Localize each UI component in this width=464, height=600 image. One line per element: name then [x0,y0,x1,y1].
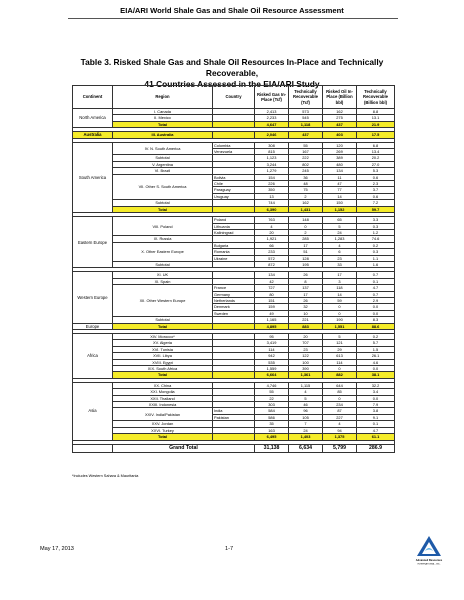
region-cell: Subtotal [113,200,213,206]
continent-cell [73,444,113,453]
gas-inplace-cell: 4,746 [255,382,289,388]
table-header-row [73,86,395,109]
gas-recoverable-cell: 162 [289,200,323,206]
gas-inplace-cell: 95 [255,334,289,340]
gas-recoverable-cell: 23 [289,346,323,352]
gas-recoverable-cell: 26 [289,272,323,278]
region-cell: XVI. Tunisia [113,346,213,352]
gas-recoverable-cell: 10 [289,310,323,316]
oil-inplace-cell: 0 [323,366,357,372]
gas-inplace-cell: 35 [255,421,289,427]
oil-inplace-cell: 403 [323,132,357,138]
region-cell: I. Canada [113,109,213,115]
region-cell: Subtotal [113,155,213,161]
gas-inplace-cell: 49 [255,310,289,316]
oil-inplace-cell: 0 [323,310,357,316]
gas-recoverable-cell: 7 [289,421,323,427]
col-oil-inplace: Risked Oil In-Place (Billion bbl) [323,86,357,109]
region-cell: Subtotal [113,261,213,267]
oil-inplace-cell: 227 [323,414,357,420]
oil-recoverable-cell: 1.1 [357,255,395,261]
oil-inplace-cell: 437 [323,121,357,127]
country-cell: Ukraine [213,255,255,261]
gas-recoverable-cell: 0 [289,223,323,229]
region-cell: XXV. Jordan [113,421,213,427]
gas-recoverable-cell: 48 [289,181,323,187]
oil-inplace-cell: 480 [323,161,357,167]
gas-recoverable-cell: 20 [289,334,323,340]
gas-inplace-cell: 4,647 [255,121,289,127]
gas-inplace-cell: 6,495 [255,434,289,440]
country-cell: Germany [213,291,255,297]
oil-recoverable-cell: 3.7 [357,187,395,193]
gas-inplace-cell: 20 [255,229,289,235]
col-oil-recoverable: Technically Recoverable (Billion bbl) [357,86,395,109]
table-title-line2: 41 Countries Assessed in the EIA/ARI Study [144,79,320,89]
gas-inplace-cell: 872 [255,261,289,267]
region-cell: X. Other Eastern Europe [113,242,213,261]
oil-inplace-cell: 33 [323,261,357,267]
oil-recoverable-cell: 7.2 [357,200,395,206]
gas-inplace-cell: 31,138 [255,444,289,453]
country-cell: Bolivia [213,174,255,180]
gas-recoverable-cell: 1,115 [289,382,323,388]
country-cell: Pakistan [213,414,255,420]
gas-recoverable-cell: 1,431 [289,206,323,212]
oil-inplace-cell: 87 [323,408,357,414]
region-cell: XXIII. Indonesia [113,402,213,408]
gas-inplace-cell: 815 [255,149,289,155]
oil-recoverable-cell: 7.9 [357,402,395,408]
gas-inplace-cell: 1,559 [255,366,289,372]
gas-inplace-cell: 727 [255,285,289,291]
resource-table [72,85,395,453]
region-cell: XI. UK [113,272,213,278]
region-cell: XXII. Thailand [113,395,213,401]
col-region: Region [113,86,213,109]
oil-inplace-cell: 11 [323,174,357,180]
oil-inplace-cell: 6 [323,249,357,255]
oil-inplace-cell: 234 [323,402,357,408]
oil-inplace-cell: 59 [323,297,357,303]
oil-recoverable-cell: 0.0 [357,366,395,372]
gas-inplace-cell: 1,279 [255,168,289,174]
region-cell: XXVI. Turkey [113,427,213,433]
country-cell: Colombia [213,142,255,148]
gas-recoverable-cell: 545 [289,115,323,121]
region-cell: XXIV. India/Pakistan [113,408,213,421]
country-cell: Bulgaria [213,242,255,248]
oil-recoverable-cell: 0.2 [357,334,395,340]
gas-inplace-cell: 763 [255,217,289,223]
country-cell: France [213,285,255,291]
gas-recoverable-cell: 51 [289,249,323,255]
oil-inplace-cell: 14 [323,193,357,199]
gas-inplace-cell: 303 [255,402,289,408]
region-cell: XIX. South Africa [113,366,213,372]
oil-inplace-cell: 77 [323,187,357,193]
gas-inplace-cell: 6,390 [255,206,289,212]
gas-inplace-cell: 42 [255,278,289,284]
gas-inplace-cell: 151 [255,297,289,303]
oil-recoverable-cell: 1.5 [357,346,395,352]
gas-inplace-cell: 2,046 [255,132,289,138]
oil-inplace-cell: 190 [323,317,357,323]
oil-recoverable-cell: 5.3 [357,168,395,174]
oil-inplace-cell: 1,283 [323,236,357,242]
region-cell: XX. China [113,382,213,388]
region-cell: Total [113,206,213,212]
oil-inplace-cell: 120 [323,142,357,148]
region-cell: XI. Spain [113,278,213,284]
header-rule [68,18,398,19]
continent-cell: Eastern Europe [73,217,113,268]
gas-recoverable-cell: 128 [289,255,323,261]
region-cell: VII. Other S. South America [113,174,213,200]
country-cell: Romania [213,249,255,255]
oil-recoverable-cell: 0.2 [357,242,395,248]
oil-inplace-cell: 29 [323,346,357,352]
oil-inplace-cell: 162 [323,109,357,115]
gas-inplace-cell: 226 [255,181,289,187]
gas-recoverable-cell: 148 [289,217,323,223]
gas-inplace-cell: 66 [255,242,289,248]
country-cell: Netherlands [213,297,255,303]
oil-inplace-cell: 47 [323,181,357,187]
gas-inplace-cell: 159 [255,304,289,310]
gas-inplace-cell: 154 [255,174,289,180]
gas-recoverable-cell: 26 [289,297,323,303]
gas-inplace-cell: 584 [255,408,289,414]
footer-page-number: 1-7 [225,546,234,552]
gas-recoverable-cell: 24 [289,427,323,433]
gas-inplace-cell: 3,244 [255,161,289,167]
gas-recoverable-cell: 390 [289,366,323,372]
continent-cell: South America [73,142,113,212]
gas-inplace-cell: 80 [255,291,289,297]
oil-inplace-cell: 882 [323,372,357,378]
region-cell: XVII. Libya [113,353,213,359]
gas-recoverable-cell: 36 [289,174,323,180]
gas-recoverable-cell: 195 [289,261,323,267]
oil-inplace-cell: 5 [323,223,357,229]
gas-recoverable-cell: 17 [289,242,323,248]
oil-inplace-cell: 94 [323,427,357,433]
oil-recoverable-cell: 0.7 [357,291,395,297]
gas-inplace-cell: 6,664 [255,372,289,378]
oil-inplace-cell: 1,551 [323,323,357,329]
gas-inplace-cell: 1,123 [255,155,289,161]
oil-recoverable-cell: 0.0 [357,395,395,401]
page-header: EIA/ARI World Shale Gas and Shale Oil Resource Assessment [120,6,344,15]
gas-inplace-cell: 350 [255,187,289,193]
country-cell: Chile [213,181,255,187]
oil-inplace-cell: 14 [323,291,357,297]
country-cell: Venezuela [213,149,255,155]
oil-recoverable-cell: 27.0 [357,161,395,167]
gas-inplace-cell: 134 [255,272,289,278]
gas-inplace-cell: 4,895 [255,323,289,329]
region-cell: XII. Other Western Europe [113,285,213,317]
oil-recoverable-cell: 4.7 [357,285,395,291]
gas-inplace-cell: 572 [255,255,289,261]
oil-recoverable-cell: 0.7 [357,272,395,278]
oil-recoverable-cell: 26.1 [357,353,395,359]
region-cell: IV. N. South America [113,142,213,155]
gas-recoverable-cell: 4 [289,389,323,395]
gas-recoverable-cell: 707 [289,340,323,346]
gas-inplace-cell: 163 [255,427,289,433]
gas-recoverable-cell: 1,403 [289,434,323,440]
oil-recoverable-cell: 0.0 [357,304,395,310]
oil-recoverable-cell: 0.6 [357,174,395,180]
oil-recoverable-cell: 59.7 [357,206,395,212]
gas-recoverable-cell: 2 [289,193,323,199]
oil-recoverable-cell: 4.7 [357,427,395,433]
region-cell: VIII. Poland [113,217,213,236]
oil-inplace-cell: 24 [323,229,357,235]
oil-inplace-cell: 0 [323,395,357,401]
oil-recoverable-cell: 0.0 [357,310,395,316]
oil-inplace-cell: 23 [323,255,357,261]
oil-recoverable-cell: 3.8 [357,408,395,414]
gas-recoverable-cell: 32 [289,304,323,310]
oil-recoverable-cell: 13.4 [357,149,395,155]
footnote: *Includes Western Sahara & Mauritania [72,474,139,478]
region-cell: Subtotal [113,317,213,323]
oil-inplace-cell: 0 [323,304,357,310]
gas-inplace-cell: 2,413 [255,109,289,115]
gas-recoverable-cell: 17 [289,291,323,297]
oil-recoverable-cell: 0.1 [357,421,395,427]
gas-recoverable-cell: 122 [289,353,323,359]
region-cell: Total [113,323,213,329]
oil-recoverable-cell: 4.6 [357,359,395,365]
gas-inplace-cell: 55 [255,389,289,395]
gas-recoverable-cell: 437 [289,132,323,138]
oil-inplace-cell: 4 [323,242,357,248]
country-cell: India [213,408,255,414]
country-cell: Paraguay [213,187,255,193]
oil-recoverable-cell: 8.8 [357,109,395,115]
oil-inplace-cell: 389 [323,155,357,161]
oil-recoverable-cell: 1.2 [357,229,395,235]
gas-inplace-cell: 22 [255,395,289,401]
oil-inplace-cell: 134 [323,168,357,174]
gas-recoverable-cell: 221 [289,317,323,323]
oil-inplace-cell: 269 [323,149,357,155]
gas-inplace-cell: 3,419 [255,340,289,346]
oil-recoverable-cell: 286.9 [357,444,395,453]
region-cell: XIV. Morocco* [113,334,213,340]
gas-recoverable-cell: 573 [289,109,323,115]
region-cell: Total [113,372,213,378]
gas-recoverable-cell: 105 [289,414,323,420]
oil-recoverable-cell: 0.3 [357,223,395,229]
oil-recoverable-cell: 38.1 [357,372,395,378]
gas-recoverable-cell: 222 [289,155,323,161]
company-logo [414,534,444,568]
oil-inplace-cell: 118 [323,285,357,291]
gas-inplace-cell: 4 [255,223,289,229]
oil-inplace-cell: 275 [323,115,357,121]
oil-recoverable-cell: 0.6 [357,193,395,199]
oil-inplace-cell: 1,375 [323,434,357,440]
country-cell: Sweden [213,310,255,316]
country-cell: Poland [213,217,255,223]
logo-text-2: INTERNATIONAL, INC. [417,563,441,566]
gas-inplace-cell: 2,233 [255,115,289,121]
gas-inplace-cell: 308 [255,142,289,148]
gas-recoverable-cell: 55 [289,142,323,148]
gas-inplace-cell: 1,165 [255,317,289,323]
oil-inplace-cell: 85 [323,389,357,395]
region-cell: II. Mexico [113,115,213,121]
region-cell: Total [113,434,213,440]
oil-inplace-cell: 65 [323,217,357,223]
gas-inplace-cell: 114 [255,346,289,352]
col-continent: Continent [73,86,113,109]
gas-recoverable-cell: 2 [289,229,323,235]
table-title-line1: Table 3. Risked Shale Gas and Shale Oil Resources In-Place and Technically Recoverable, [80,57,384,78]
oil-inplace-cell: 5,799 [323,444,357,453]
gas-recoverable-cell: 167 [289,149,323,155]
gas-inplace-cell: 586 [255,414,289,420]
oil-inplace-cell: 4 [323,421,357,427]
gas-inplace-cell: 13 [255,193,289,199]
oil-recoverable-cell: 21.9 [357,121,395,127]
continent-cell: Western Europe [73,272,113,323]
gas-recoverable-cell: 46 [289,402,323,408]
oil-recoverable-cell: 61.1 [357,434,395,440]
continent-cell: Asia [73,382,113,440]
footer-date: May 17, 2013 [40,546,74,552]
continent-cell: Europe [73,323,113,329]
gas-recoverable-cell: 137 [289,285,323,291]
region-cell: IX. Russia [113,236,213,242]
gas-recoverable-cell: 1,361 [289,372,323,378]
oil-inplace-cell: 121 [323,340,357,346]
gas-recoverable-cell: 245 [289,168,323,174]
oil-inplace-cell: 1,152 [323,206,357,212]
oil-recoverable-cell: 0.1 [357,278,395,284]
oil-inplace-cell: 17 [323,272,357,278]
oil-recoverable-cell: 32.2 [357,382,395,388]
oil-recoverable-cell: 3.3 [357,217,395,223]
oil-inplace-cell: 5 [323,334,357,340]
gas-inplace-cell: 744 [255,200,289,206]
region-cell: Grand Total [113,444,255,453]
oil-recoverable-cell: 17.5 [357,132,395,138]
gas-recoverable-cell: 100 [289,359,323,365]
gas-recoverable-cell: 8 [289,278,323,284]
country-cell: Denmark [213,304,255,310]
region-cell: VI. Brazil [113,168,213,174]
oil-recoverable-cell: 3.4 [357,389,395,395]
gas-recoverable-cell: 883 [289,323,323,329]
col-gas-inplace: Risked Gas In-Place (Tcf) [255,86,289,109]
oil-recoverable-cell: 2.3 [357,181,395,187]
gas-recoverable-cell: 6,634 [289,444,323,453]
country-cell: Uruguay [213,193,255,199]
gas-recoverable-cell: 1,118 [289,121,323,127]
continent-cell: Africa [73,334,113,379]
gas-inplace-cell: 233 [255,249,289,255]
col-gas-recoverable: Technically Recoverable (Tcf) [289,86,323,109]
logo-text-1: Advanced Resources [415,559,443,562]
oil-recoverable-cell: 13.1 [357,115,395,121]
region-cell: XXI. Mongolia [113,389,213,395]
oil-inplace-cell: 644 [323,382,357,388]
oil-inplace-cell: 3 [323,278,357,284]
country-cell: Kaliningrad [213,229,255,235]
gas-inplace-cell: 942 [255,353,289,359]
oil-recoverable-cell: 88.6 [357,323,395,329]
oil-inplace-cell: 150 [323,200,357,206]
gas-recoverable-cell: 285 [289,236,323,242]
continent-cell: North America [73,109,113,128]
gas-inplace-cell: 535 [255,359,289,365]
continent-cell: Australia [73,132,113,138]
oil-recoverable-cell: 9.1 [357,414,395,420]
region-cell: XVIII. Egypt [113,359,213,365]
region-cell: V. Argentina [113,161,213,167]
col-country: Country [213,86,255,109]
region-cell: III. Australia [113,132,213,138]
gas-recoverable-cell: 96 [289,408,323,414]
gas-recoverable-cell: 75 [289,187,323,193]
oil-recoverable-cell: 6.8 [357,142,395,148]
grand-total-row [73,444,395,453]
oil-recoverable-cell: 8.3 [357,317,395,323]
country-cell: Lithuania [213,223,255,229]
oil-recoverable-cell: 74.6 [357,236,395,242]
oil-recoverable-cell: 1.6 [357,261,395,267]
oil-inplace-cell: 114 [323,359,357,365]
region-cell: XV. Algeria [113,340,213,346]
gas-inplace-cell: 1,921 [255,236,289,242]
gas-recoverable-cell: 802 [289,161,323,167]
oil-inplace-cell: 613 [323,353,357,359]
region-cell: Total [113,121,213,127]
oil-recoverable-cell: 2.9 [357,297,395,303]
gas-recoverable-cell: 5 [289,395,323,401]
oil-recoverable-cell: 20.2 [357,155,395,161]
oil-recoverable-cell: 0.3 [357,249,395,255]
oil-recoverable-cell: 5.7 [357,340,395,346]
